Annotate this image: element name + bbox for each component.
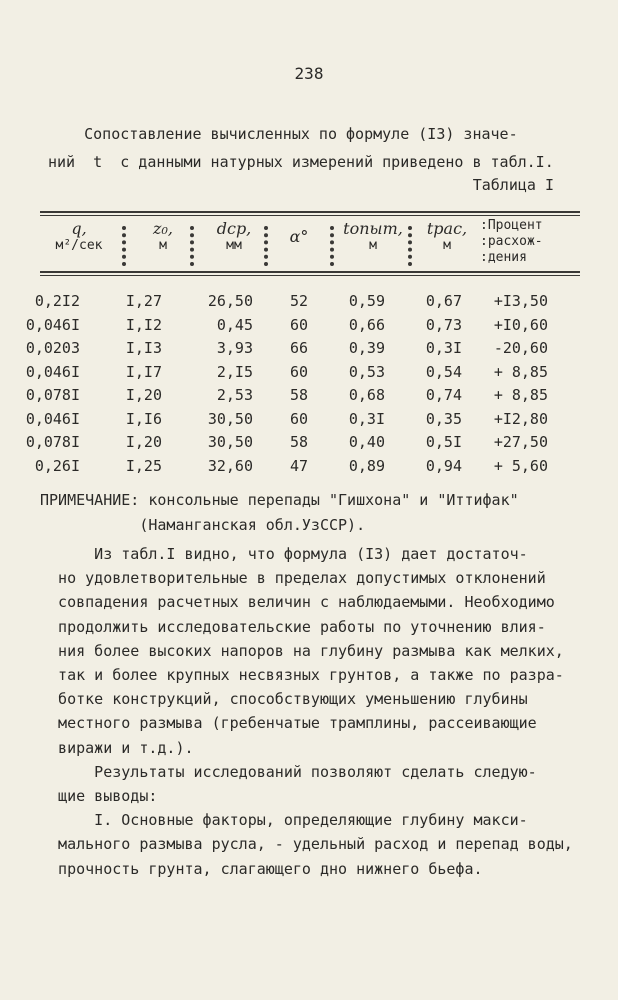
header-separator — [264, 226, 274, 266]
header-t-ras: tрас, м — [426, 219, 468, 253]
page-number: 238 — [294, 64, 324, 83]
body-line: прочность грунта, слагающего дно нижнего бьефа. — [40, 859, 483, 878]
table-cell: 0,39 — [348, 339, 385, 357]
body-line: I. Основные факторы, определяющие глубину макси- — [40, 811, 528, 830]
table-cell: +I2,80 — [493, 409, 548, 428]
table-cell: 0,3I — [348, 409, 385, 428]
table-cell: 0,73 — [425, 315, 462, 334]
table-cell: 30,50 — [207, 409, 253, 428]
table-row — [25, 339, 580, 363]
table-header — [40, 216, 580, 272]
table-header-rule-thin — [40, 275, 580, 276]
table-cell: I,20 — [125, 433, 162, 451]
table-cell: -20,60 — [493, 339, 548, 357]
intro-line: ний t с данными натурных измерений приведено в табл.I. — [48, 153, 554, 171]
body-line: мального размыва русла, - удельный расход и перепад воды, — [40, 835, 573, 854]
table-cell: +27,50 — [493, 433, 548, 451]
table-cell: 0,35 — [425, 409, 462, 428]
table-cell: 0,0203 — [25, 339, 80, 357]
table-cell: 0,68 — [348, 386, 385, 404]
table-cell: 0,53 — [348, 362, 385, 381]
header-percent-deviation: :Процент :расхож- :дения — [480, 218, 543, 265]
table-row — [34, 292, 580, 316]
body-line: ния более высоких напоров на глубину размыва как мелких, — [40, 641, 564, 660]
table-cell: + 8,85 — [493, 386, 548, 404]
table-cell: 60 — [289, 409, 308, 428]
table-cell: 32,60 — [207, 456, 253, 475]
table-row — [25, 386, 580, 410]
table-cell: 52 — [289, 292, 308, 310]
table-note: ПРИМЕЧАНИЕ: консольные перепады "Гишхона" и "Иттифак" (Наманганская обл.УзССР). — [40, 491, 519, 534]
intro-line: Сопоставление вычисленных по формуле (I3) значе- — [48, 125, 518, 143]
table-top-rule — [40, 211, 580, 213]
table-cell: +I3,50 — [493, 292, 548, 310]
body-line: щие выводы: — [40, 787, 158, 806]
table-cell: 58 — [289, 386, 308, 404]
table-cell: + 5,60 — [493, 456, 548, 475]
table-cell: 0,046I — [25, 315, 80, 334]
body-line: совпадения расчетных величин с наблюдаемыми. Необходимо — [40, 593, 555, 612]
table-cell: 0,3I — [425, 339, 462, 357]
table-cell: 0,89 — [348, 456, 385, 475]
table-label: Таблица I — [472, 176, 554, 194]
body-line: продолжить исследовательские работы по уточнению влия- — [40, 617, 546, 636]
table-cell: 0,67 — [425, 292, 462, 310]
body-line: виражи и т.д.). — [40, 738, 194, 757]
table-cell: I,25 — [125, 456, 162, 475]
table-cell: I,I2 — [125, 315, 162, 334]
table-cell: 2,I5 — [216, 362, 253, 381]
header-z0: z₀, м — [153, 219, 173, 253]
table-cell: 0,078I — [25, 386, 80, 404]
header-q: q, м²/сек — [55, 219, 103, 253]
table-cell: 60 — [289, 362, 308, 381]
table-cell: 47 — [289, 456, 308, 475]
table-row — [25, 433, 580, 457]
table-cell: I,20 — [125, 386, 162, 404]
body-line: ботке конструкций, способствующих уменьшению глубины — [40, 690, 528, 709]
table-row — [25, 409, 580, 434]
table-cell: 66 — [289, 339, 308, 357]
table-cell: I,I3 — [125, 339, 162, 357]
header-dcp: dср, мм — [216, 219, 252, 253]
table-cell: + 8,85 — [493, 362, 548, 381]
table-cell: 0,2I2 — [34, 292, 80, 310]
intro-paragraph — [48, 120, 588, 176]
table-cell: 26,50 — [207, 292, 253, 310]
table-cell: 30,50 — [207, 433, 253, 451]
table-cell: 3,93 — [216, 339, 253, 357]
header-t-opyt: tопыт, м — [343, 219, 403, 253]
header-separator — [190, 226, 200, 266]
table-cell: 0,74 — [425, 386, 462, 404]
table-row — [34, 456, 580, 481]
table-cell: 2,53 — [216, 386, 253, 404]
table-cell: I,I6 — [125, 409, 162, 428]
table-cell: 0,45 — [216, 315, 253, 334]
table-cell: 0,54 — [425, 362, 462, 381]
table-cell: 0,5I — [425, 433, 462, 451]
header-separator — [122, 226, 132, 266]
table-cell: I,I7 — [125, 362, 162, 381]
body-line: Из табл.I видно, что формула (I3) дает достаточ- — [40, 545, 528, 563]
body-line: так и более крупных несвязных грунтов, а также по разра- — [40, 666, 564, 685]
table-cell: 0,40 — [348, 433, 385, 451]
table-cell: +I0,60 — [493, 315, 548, 334]
body-text — [40, 542, 600, 881]
table-cell: 0,046I — [25, 409, 80, 428]
header-alpha: α° — [289, 227, 309, 246]
table-header-rule — [40, 271, 580, 273]
table-cell: 0,66 — [348, 315, 385, 334]
table-cell: I,27 — [125, 292, 162, 310]
table-cell: 0,26I — [34, 456, 80, 475]
table-cell: 0,94 — [425, 456, 462, 475]
body-line: Результаты исследований позволяют сделать следую- — [40, 762, 537, 781]
table-cell: 58 — [289, 433, 308, 451]
table-cell: 0,59 — [348, 292, 385, 310]
table-cell: 0,078I — [25, 433, 80, 451]
table-cell: 60 — [289, 315, 308, 334]
table-row — [25, 362, 580, 387]
table-cell: 0,046I — [25, 362, 80, 381]
table-row — [25, 315, 580, 340]
body-line: местного размыва (гребенчатые трамплины, рассеивающие — [40, 714, 537, 733]
body-line: но удовлетворительные в пределах допустимых отклонений — [40, 569, 546, 588]
